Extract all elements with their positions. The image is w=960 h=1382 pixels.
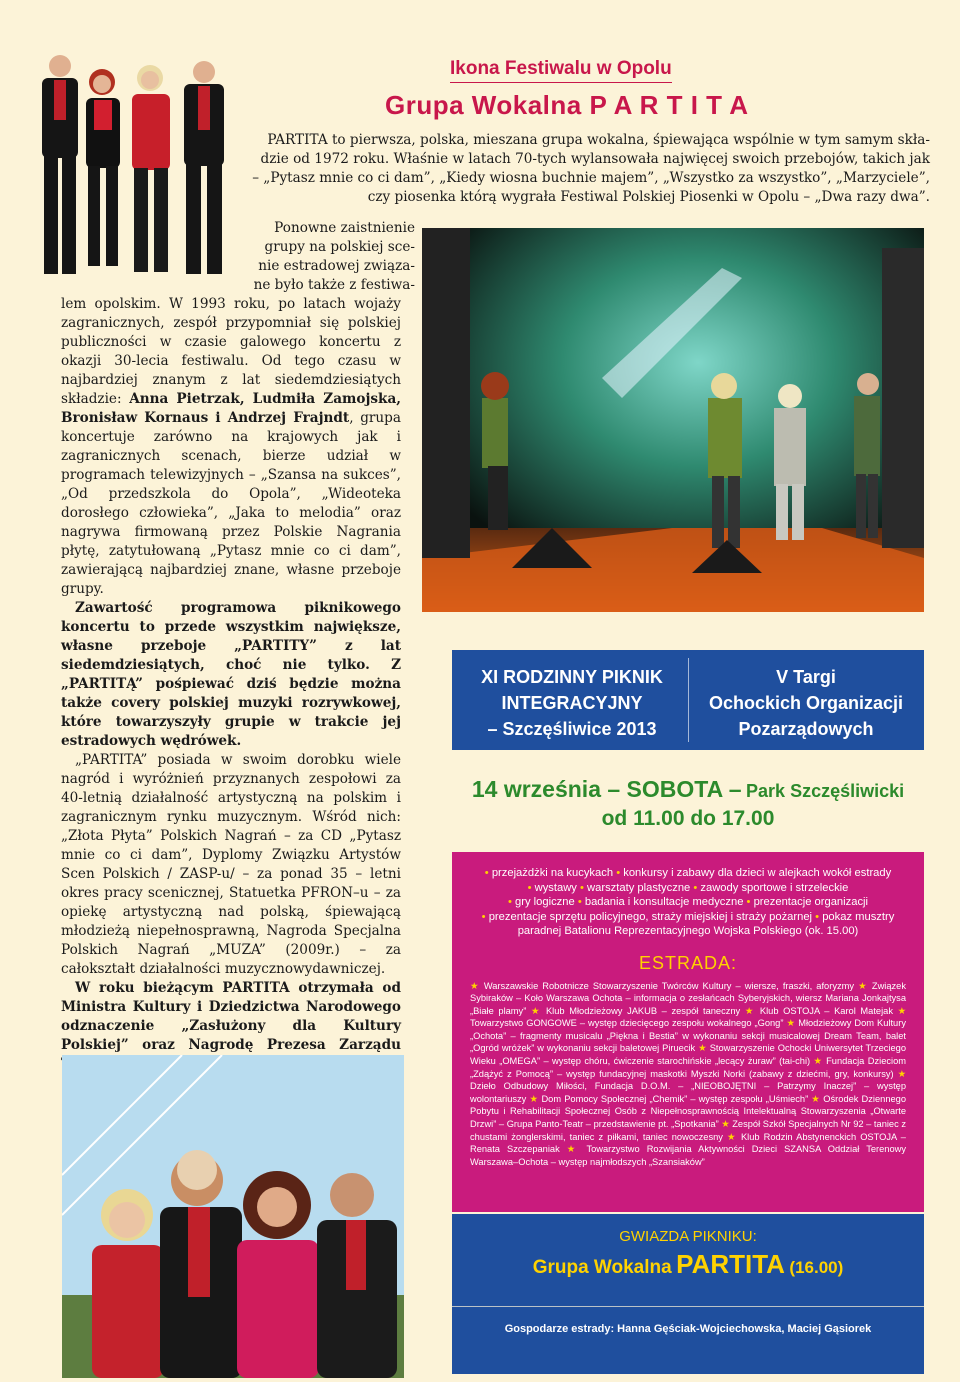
intro-paragraph	[250, 131, 930, 207]
intro-line-2: dzie od 1972 roku. Właśnie w latach 70-tych wylansowała najwięcej swoich przebojów, takich jak	[260, 151, 930, 167]
event-date-box	[452, 752, 924, 848]
attractions-list: • przejażdżki na kucykach • konkursy i zabawy dla dzieci w alejkach wokół estrady • wystawy • warsztaty plastyczne • zawody sportowe i strzeleckie • gry logiczne • badania i konsultacje medyczne • prezentacje organizacji • prezentacje sprzętu policyjnego, straży miejskiej i straży pożarnej • pokaz musztry paradnej Batalionu Reprezentacyjnego Wojska Polskiego (ok. 15.00)	[481, 867, 895, 937]
picnic-title	[462, 664, 682, 742]
estrada-item: Zespół Szkół Specjalnych Nr 92 – taniec z chustami żonglerskimi, taniec z piłkami, taniec nowoczesny	[470, 1119, 906, 1142]
intro-line-3: – „Pytasz mnie co ci dam”, „Kiedy wiosna buchnie majem”, „Wszystko za wszystko”, „Marzyciele”,	[252, 170, 930, 186]
comeback-line-4: ne było także z festiwa-	[253, 277, 415, 293]
attraction-item: zawody sportowe i strzeleckie	[700, 881, 849, 894]
fair-title	[696, 664, 916, 742]
headliner-label: GWIAZDA PIKNIKU:	[619, 1228, 757, 1245]
picnic-title-line-1: XI RODZINNY PIKNIK	[481, 667, 663, 687]
estrada-item: Młodzieżowy Dom Kultury „Ochota” – fragmenty musicalu „Piękna i Bestia” w wykonaniu sekcji musicalowej Dream Team, balet „Ogród wróżek” w wykonaniu sekcji baletowej Piruecik	[470, 1018, 906, 1054]
attraction-item: prezentacje organizacji	[753, 896, 869, 908]
estrada-item: Towarzystwo Rozwijania Aktywności Dzieci SZANSA Oddział Terenowy Warszawa–Ochota – występ najmłodszych „Szansiaków”	[470, 1144, 906, 1167]
event-title-box	[452, 650, 924, 750]
picnic-title-line-3: – Szczęśliwice 2013	[487, 719, 657, 739]
band-photo-studio	[20, 44, 248, 278]
intro-line-4: czy piosenka którą wygrała Festiwal Polskiej Piosenki w Opolu – „Dwa razy dwa”.	[367, 189, 930, 205]
footer-divider	[452, 1306, 924, 1307]
title-divider	[688, 658, 689, 742]
lineup-intro: Od tego czasu w najbardziej znanym z lat siedemdziesiątych składzie:	[61, 353, 401, 407]
headliner-line	[452, 1249, 924, 1280]
concert-stage-photo	[422, 228, 924, 612]
attraction-item: wystawy	[534, 881, 577, 894]
estrada-item: Klub Młodzieżowy JAKUB – zespół taneczny	[545, 1005, 741, 1016]
attraction-item: konkursy i zabawy dla dzieci w alejkach wokół estrady	[623, 867, 892, 879]
stage-hosts: Gospodarze estrady: Hanna Gęściak-Wojciechowska, Maciej Gąsiorek	[504, 1323, 872, 1335]
headliner-box	[452, 1214, 924, 1374]
comeback-line-3: nie estradowej związa-	[258, 258, 415, 274]
estrada-item: Stowarzyszenie Ochocki Uniwersytet Trzeciego Wieku „OMEGA” – występ chóru, ćwiczenie starochińskie „lecący żuraw” (tai-chi)	[470, 1043, 906, 1067]
lineup-rest: , grupa koncertuje zarówno na krajowych jak i zagranicznych scenach, bierze udział w programach telewizyjnych – „Szansa na sukces”, „Od przedszkola do Opola”, „Wideoteka dorosłego człowieka”, „Jaka to melodia” oraz nagrywa firmowaną przez Polskie Nagrania płytę, zatytułowaną „Pytasz mnie co ci dam”, zawierającą najbardziej znane, własne przeboje grupy.	[61, 410, 401, 597]
estrada-item: Towarzystwo GONGOWE – występ dziecięcego zespołu wokalnego „Gong”	[470, 1018, 784, 1029]
attraction-item: badania i konsultacje medyczne	[584, 896, 744, 908]
attraction-item: warsztaty plastyczne	[587, 881, 691, 894]
program-paragraph: Zawartość programowa piknikowego koncertu to przede wszystkim największe, własne przeboje „PARTITY” z lat siedemdziesiątych, choć nie tylko. Z „PARTITĄ” pośpiewać dziś będzie można także covery polskiej muzyki rozrywkowej, które towarzyszyły grupie w trakcie jej estradowych wędrówek.	[61, 600, 401, 749]
picnic-title-line-2: INTEGRACYJNY	[501, 693, 643, 713]
comeback-line-2: grupy na polskiej sce-	[264, 239, 415, 255]
attraction-item: pokaz musztry paradnej Batalionu Reprezentacyjnego Wojska Polskiego (ok. 15.00)	[517, 910, 895, 937]
comeback-indented	[250, 219, 415, 295]
comeback-paragraph	[61, 295, 401, 599]
attraction-item: gry logiczne	[515, 896, 575, 908]
headliner-time: (16.00)	[789, 1258, 844, 1277]
band-outdoor-photo	[62, 1055, 404, 1378]
headliner-name: PARTITA	[676, 1249, 785, 1279]
estrada-item: Warszawskie Robotnicze Stowarzyszenie Twórców Kultury – wiersze, fraszki, aforyzmy	[483, 980, 855, 991]
estrada-item: Dzieło Odbudowy Miłości, Fundacja D.O.M. – „NIEOBOJĘTNI – Patrzymy Inaczej” – występ wolontariuszy	[470, 1081, 906, 1104]
fair-title-line-3: Pozarządowych	[738, 719, 874, 739]
estrada-item: Fundacja Dzieciom „Zdążyć z Pomocą” – występ fundacyjnej maskotki Myszki Norki (zabawy z dziećmi, gry, konkursy)	[470, 1056, 906, 1079]
lineup-names: Anna Pietrzak, Ludmiła Zamojska, Bronisław Kornaus i Andrzej Frajndt	[61, 391, 401, 426]
attraction-item: przejażdżki na kucykach	[491, 867, 614, 879]
program-box	[452, 852, 924, 1212]
comeback-line-1: Ponowne zaistnienie	[274, 220, 415, 236]
estrada-item: Klub Rodzin Abstynenckich OSTOJA – Renata Szczepaniak	[470, 1131, 906, 1155]
estrada-item: Związek Sybiraków – Koło Warszawa Ochota – informacja o zesłańcach Syberyjskich, wiersz Mariana Jonkajtysa „Białe plamy”	[470, 980, 907, 1016]
event-date: 14 września – SOBOTA –	[471, 776, 742, 802]
intro-line-1: PARTITA to pierwsza, polska, mieszana grupa wokalna, śpiewająca wspólnie w tym samym skła-	[267, 132, 930, 148]
event-place: Park Szczęśliwicki	[746, 781, 905, 801]
header-kicker: Ikona Festiwalu w Opolu	[450, 58, 672, 83]
fair-title-line-1: V Targi	[776, 667, 836, 687]
headliner-prefix: Grupa Wokalna	[532, 1257, 672, 1278]
fair-title-line-2: Ochockich Organizacji	[708, 693, 904, 713]
estrada-item: Ośrodek Dziennego Pobytu i Rehabilitacji Społecznej Osób z Niepełnosprawnością Intelektualną Stowarzyszenia „Otwarte Drzwi” – Grupa Panto-Teatr – przedstawienie pt. „Spotkania”	[470, 1093, 906, 1130]
estrada-item: Klub OSTOJA – Karol Matejak	[759, 1005, 893, 1016]
comeback-text: lem opolskim. W 1993 roku, po latach wojaży zagranicznych, zespół przypomniał się polskiej publiczności w czasie galowego koncertu z okazji 30-lecia festiwalu.	[61, 296, 401, 369]
estrada-list: ★ Warszawskie Robotnicze Stowarzyszenie Twórców Kultury – wiersze, fraszki, aforyzmy ★ Związek Sybiraków – Koło Warszawa Ochota – informacja o zesłańcach Syberyjskich, wiersz Mariana Jonkajtysa „Białe plamy” ★ Klub Młodzieżowy JAKUB – zespół taneczny ★ Klub OSTOJA – Karol Matejak ★ Towarzystwo GONGOWE – występ dziecięcego zespołu wokalnego „Gong” ★ Młodzieżowy Dom Kultury „Ochota” – fragmenty musicalu „Piękna i Bestia” w wykonaniu sekcji musicalowej Dream Team, balet „Ogród wróżek” w wykonaniu sekcji baletowej Piruecik ★ Stowarzyszenie Ochocki Uniwersytet Trzeciego Wieku „OMEGA” – występ chóru, ćwiczenie starochińskie „lecący żuraw” (tai-chi) ★ Fundacja Dzieciom „Zdążyć z Pomocą” – występ fundacyjnej maskotki Myszki Norki (zabawy z dziećmi, gry, konkursy) ★ Dzieło Odbudowy Miłości, Fundacja D.O.M. – „NIEOBOJĘTNI – Patrzymy Inaczej” – występ wolontariuszy ★ Dom Pomocy Społecznej „Chemik” – występ zespołu „Uśmiech” ★ Ośrodek Dziennego Pobytu i Rehabilitacji Społecznej Osób z Niepełnosprawnością Intelektualną Stowarzyszenia „Otwarte Drzwi” – Grupa Panto-Teatr – przedstawienie pt. „Spotkania” ★ Zespół Szkół Specjalnych Nr 92 – taniec z chustami żonglerskimi, taniec z piłkami, taniec nowoczesny ★ Klub Rodzin Abstynenckich OSTOJA – Renata Szczepaniak ★ Towarzystwo Rozwijania Aktywności Dzieci SZANSA Oddział Terenowy Warszawa–Ochota – występ najmłodszych „Szansiaków”	[470, 980, 907, 1167]
article-column	[61, 295, 401, 1093]
honors-paragraph: W roku bieżącym PARTITA otrzymała od Ministra Kultury i Dziedzictwa Narodowego odznaczenie „Zasłużony dla Kultury Polskiej” oraz Nagrodę Prezesa Zarządu	[61, 980, 401, 1053]
estrada-title: ESTRADA:	[638, 952, 738, 973]
page-title: Grupa Wokalna P A R T I T A	[385, 90, 749, 120]
attraction-item: prezentacje sprzętu policyjnego, straży miejskiej i straży pożarnej	[488, 910, 813, 923]
estrada-item: Dom Pomocy Społecznej „Chemik” – występ zespołu „Uśmiech”	[541, 1093, 809, 1104]
awards-paragraph: „PARTITA” posiada w swoim dorobku wiele nagród i wyróżnień przyznanych zespołowi za 40-letnią działalność artystyczną na polskim i zagranicznym rynku muzycznym. Wśród nich: „Złota Płyta” Polskich Nagrań – za CD „Pytasz mnie co ci dam”, Dyplomy Związku Artystów Scen Polskich / ZASP-u/ – za ponad 35 – letni okres pracy scenicznej, Statuetka PFRON–u – za opiekę artystyczną nad polską, śpiewającą młodzieżą niepełnosprawną, Nagroda Specjalna Polskich Nagrań „MUZA” (2009r.) – za całokształt działalności muzycznowydawniczej.	[61, 752, 401, 977]
event-time: od 11.00 do 17.00	[601, 807, 775, 830]
